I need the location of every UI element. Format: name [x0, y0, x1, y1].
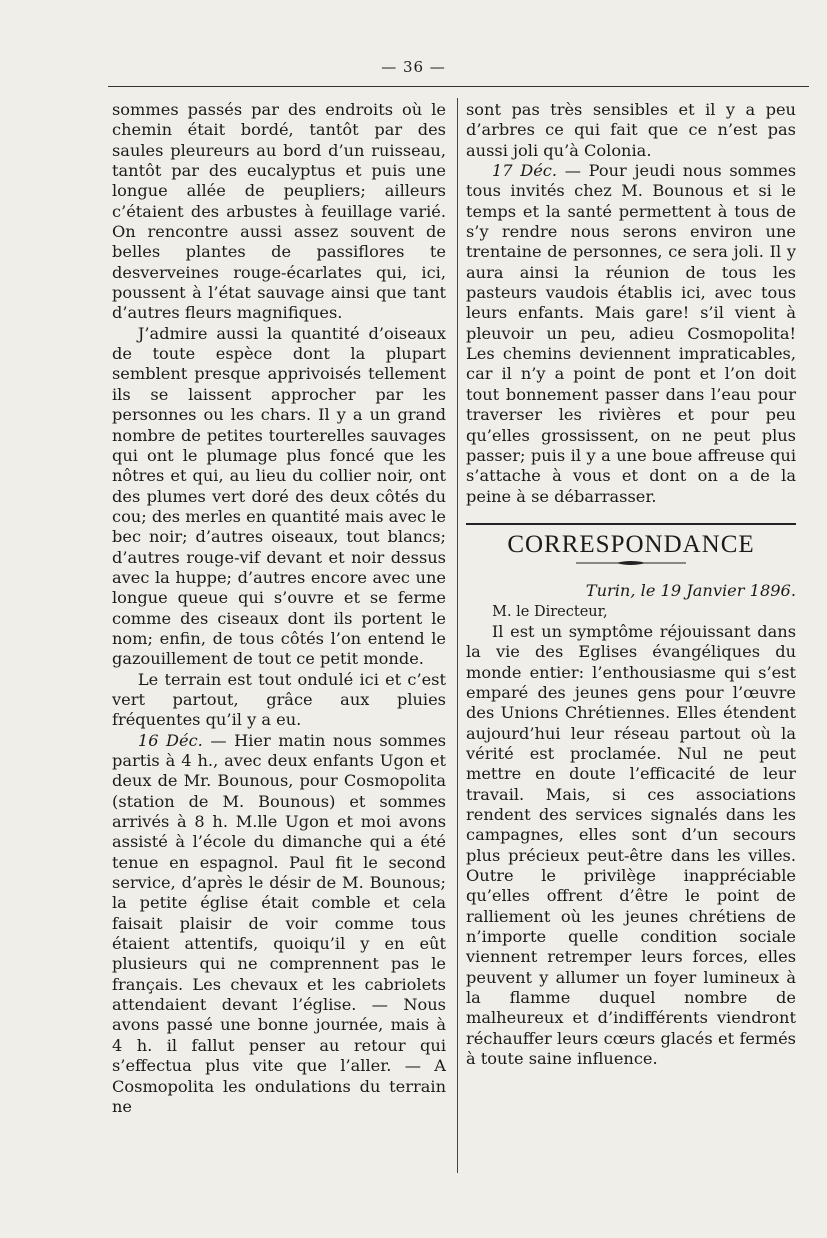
diary-entry: [112, 731, 446, 1118]
section-title: CORRESPONDANCE: [507, 530, 755, 558]
entry-text: — Hier matin nous sommes partis à 4 h., avec deux enfants Ugon et deux de Mr. Bounous, pour Cosmopolita (station de M. Bounous) et sommes arrivés à 8 h. M.lle Ugon et moi avons assisté à l’école du dimanche qui a été tenue en espagnol. Paul fit le second service, d’après le désir de M. Bounous; la petite église était comble et cela faisait plaisir de voir comme tous étaient attentifs, quoiqu’il y en eût plusieurs qui ne comprennent pas le français. Les chevaux et les cabriolets attendaient devant l’église. — Nous avons passé une bonne journée, mais à 4 h. il fallut penser au retour qui s’effectua plus vite que l’aller. — A Cosmopolita les ondulations du terrain ne: [112, 730, 446, 1116]
paragraph: Il est un symptôme réjouissant dans la vie des Eglises évangéliques du monde entier: l’enthousiasme qui s’est emparé des jeunes gens pour l’œuvre des Unions Chrétiennes. Elles étendent aujourd’hui leur réseau partout où la vérité est proclamée. Nul ne peut mettre en doute l’efficacité de leur travail. Mais, si ces associations rendent des services signalés dans les campagnes, elles sont d’un secours plus précieux peut-être dans les villes. Outre le privilège inappréciable qu’elles offrent d’être le point de ralliement où les jeunes chrétiens de n’importe quelle condition sociale viennent retremper leurs forces, elles peuvent y allumer un foyer lumineux à la flamme duquel nombre de malheureux et d’indifférents viendront réchauffer leurs cœurs glacés et fermés à toute saine influence.: [466, 621, 796, 1069]
paragraph: Le terrain est tout ondulé ici et c’est vert partout, grâce aux pluies fréquentes qu’il y a eu.: [112, 669, 446, 730]
left-column: [112, 100, 446, 1117]
entry-text: — Pour jeudi nous sommes tous invités chez M. Bounous et si le temps et la santé permettent à tous de s’y rendre nous serons environ une trentaine de personnes, ce sera joli. Il y aura ainsi la réunion de tous les pasteurs vaudois établis ici, avec tous leurs enfants. Mais gare! s’il vient à pleuvoir un peu, adieu Cosmopolita! Les chemins deviennent impraticables, car il n’y a point de pont et l’on doit tout bonnement passer dans l’eau pour traverser les rivières et pour peu qu’elles grossissent, on ne peut plus passer; puis il y a une boue affreuse qui s’attache à vous et dont on a de la peine à se débarrasser.: [466, 161, 797, 506]
diary-entry: [466, 161, 796, 507]
paragraph: J’admire aussi la quantité d’oiseaux de toute espèce dont la plupart semblent presque apprivoisés tellement ils se laissent approcher par les personnes ou les chars. Il y a un grand nombre de petites tourterelles sauvages qui ont le plumage plus foncé que les nôtres et qui, au lieu du collier noir, ont des plumes vert doré des deux côtés du cou; des merles en quantité mais avec le bec noir; d’autres oiseaux, tout blancs; d’autres rouge-vif devant et noir dessus avec la huppe; d’autres encore avec une longue queue qui s’ouvre et se ferme comme des ciseaux dont ils portent le nom; enfin, de tous côtés l’on entend le gazouillement de tout ce petit monde.: [112, 323, 447, 669]
entry-date: 17 Déc.: [491, 161, 557, 181]
section-rule: [466, 523, 796, 525]
right-column: [466, 100, 796, 1069]
paragraph: sommes passés par des endroits où le chemin était bordé, tantôt par des saules pleureurs au bord d’un ruisseau, tantôt par des eucalyptus et puis une longue allée de peupliers; ailleurs c’étaient des arbustes à feuillage varié. On rencontre aussi assez souvent de belles plantes de passiflores te desverveines rouge-écarlates qui, ici, poussent à l’état sauvage ainsi que tant d’autres fleurs magnifiques.: [112, 100, 446, 323]
letter-dateline: Turin, le 19 Janvier 1896.: [585, 581, 796, 601]
page-number: — 36 —: [381, 58, 446, 76]
header-rule: [108, 86, 809, 87]
letter-salutation: M. le Directeur,: [492, 603, 608, 620]
column-divider: [457, 98, 458, 1173]
ornament-divider: [576, 559, 686, 567]
entry-date: 16 Déc.: [137, 730, 203, 750]
paragraph: sont pas très sensibles et il y a peu d’arbres ce qui fait que ce n’est pas aussi joli qu’à Colonia.: [466, 100, 796, 160]
